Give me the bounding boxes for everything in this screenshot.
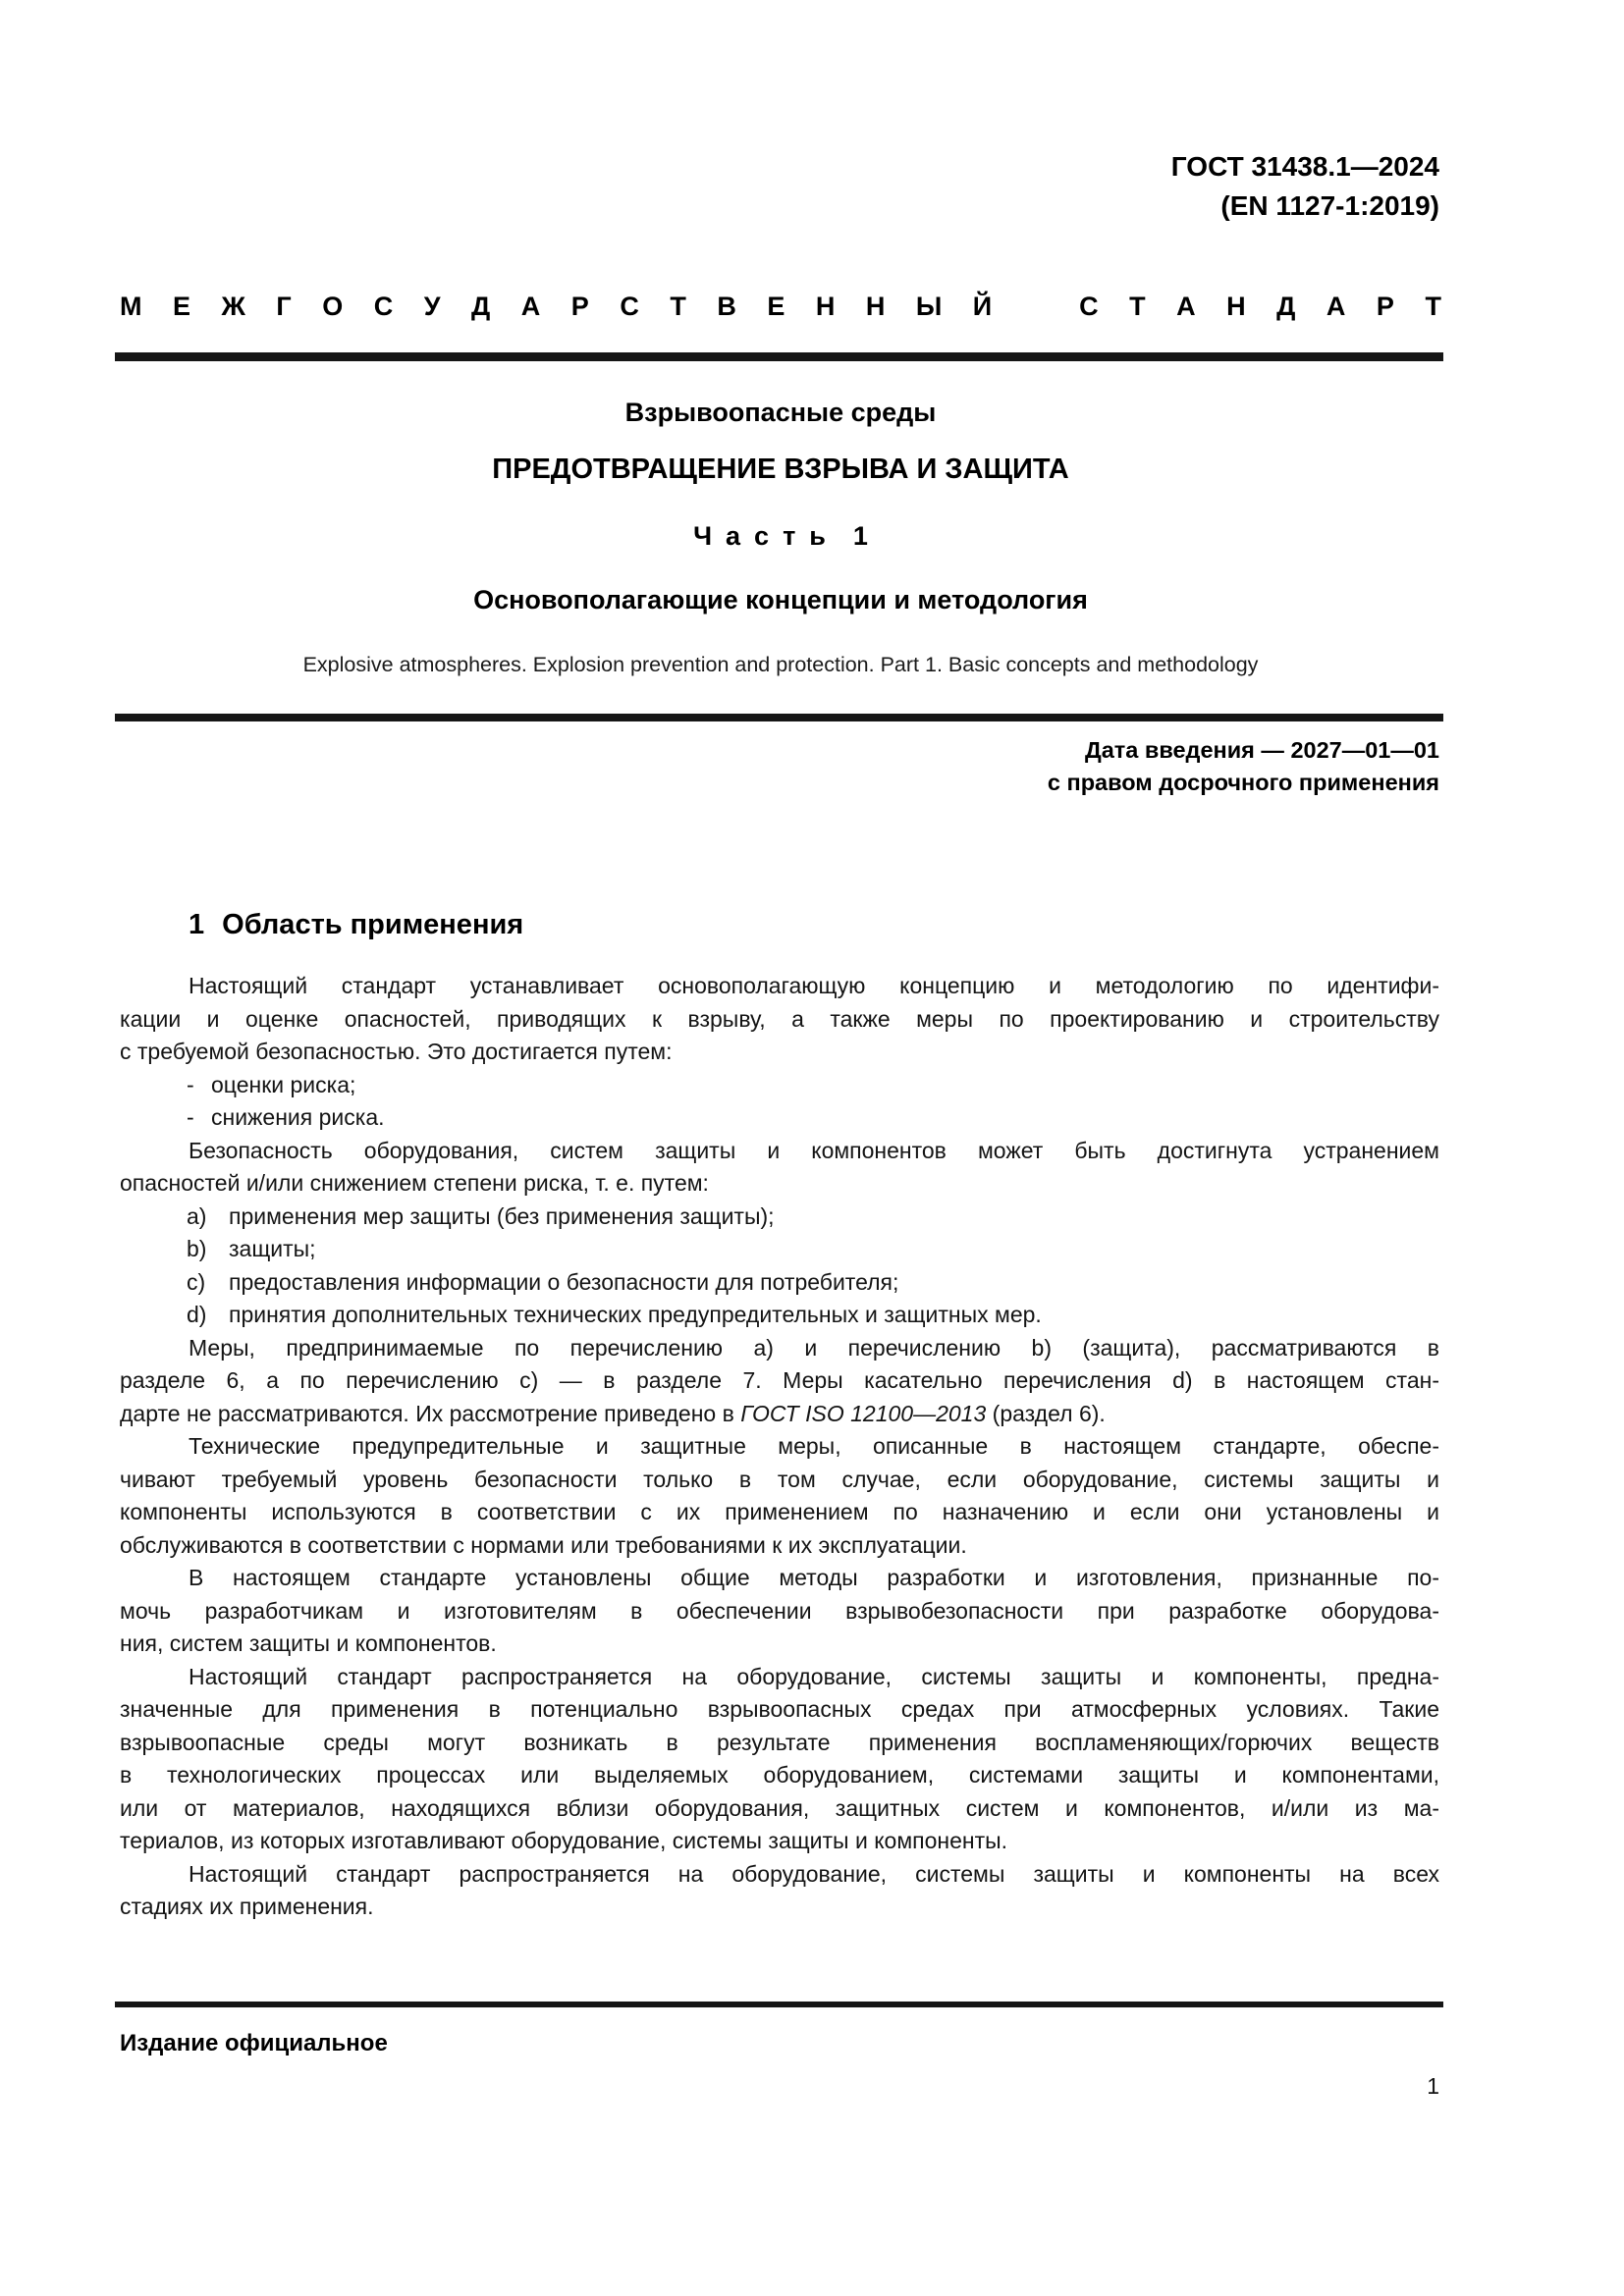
doc-number-block (1171, 147, 1439, 226)
effective-date-block (1048, 734, 1439, 799)
body-line: териалов, из которых изготавливают оборудование, системы защиты и компоненты. (120, 1828, 1008, 1853)
body-line: или от материалов, находящихся вблизи оборудования, защитных систем и компонентов, и/или из ма- (120, 1794, 1439, 1821)
banner-letter: Р (1376, 291, 1394, 321)
doc-number: ГОСТ 31438.1—2024 (1170, 151, 1439, 182)
banner-letter: Ы (915, 291, 943, 321)
banner-letter: Ж (221, 291, 245, 321)
body-line: Меры, предпринимаемые по перечислению a) и перечислению b) (защита), рассматриваются в (189, 1334, 1439, 1361)
banner-rule (115, 352, 1443, 361)
title-subtitle: Основополагающие концепции и методология (473, 585, 1088, 614)
body-line: Настоящий стандарт устанавливает основополагающую концепцию и методологию по идентифи- (189, 973, 1439, 998)
banner-letter: С (620, 291, 639, 321)
banner-letter: А (1176, 291, 1196, 321)
edition-note: Издание официальное (120, 2030, 388, 2056)
banner-letter: С (1079, 291, 1099, 321)
banner-letter: В (717, 291, 736, 321)
banner-letter: Н (1226, 291, 1246, 321)
body-line: стадиях их применения. (120, 1894, 374, 1919)
title-subject: Взрывоопасные среды (624, 398, 937, 427)
body-line: в технологических процессах или выделяемых оборудованием, системами защиты и компонентами, (120, 1762, 1439, 1788)
banner-letter: С (373, 291, 394, 321)
banner-letter: Е (173, 291, 191, 321)
body-line: a) применения мер защиты (без применения защиты); (187, 1201, 1439, 1234)
body-line: компоненты используются в соответствии с их применением по назначению и если они установлены и (120, 1499, 1439, 1524)
doc-number-en: (EN 1127-1:2019) (1220, 190, 1439, 221)
body-line: Технические предупредительные и защитные меры, описанные в настоящем стандарте, обеспе- (189, 1433, 1439, 1459)
header-rule (115, 714, 1443, 721)
banner-letter: Т (670, 291, 686, 321)
banner-letter: Д (1276, 291, 1296, 321)
body-line: с требуемой безопасностью. Это достигается путем: (120, 1039, 673, 1064)
section-number: 1 (189, 909, 205, 940)
list-marker: c) (187, 1268, 206, 1295)
body-line: обслуживаются в соответствии с нормами или требованиями к их эксплуатации. (120, 1531, 967, 1558)
banner-letter: М (120, 291, 142, 321)
body-line: мочь разработчикам и изготовителям в обеспечении взрывобезопасности при разработке оборудова- (120, 1597, 1439, 1624)
title-part (120, 519, 1441, 553)
standard-type-banner (120, 290, 1441, 323)
body-line: опасностей и/или снижением степени риска, т. е. путем: (120, 1170, 709, 1196)
body-text (120, 970, 1439, 1924)
early-application-note: с правом досрочного применения (1047, 770, 1439, 795)
banner-letter: Н (865, 291, 886, 321)
footer-rule (115, 2002, 1443, 2007)
body-line: чивают требуемый уровень безопасности только в том случае, если оборудование, системы защиты и (120, 1466, 1439, 1492)
banner-letter: Д (471, 291, 491, 321)
list-marker: - (187, 1071, 194, 1097)
banner-letter: Г (276, 291, 292, 321)
body-line: значенные для применения в потенциально взрывоопасных средах при атмосферных условиях. Такие (120, 1696, 1439, 1722)
banner-letter: Т (1129, 291, 1146, 321)
banner-letter: А (1326, 291, 1346, 321)
body-line: Безопасность оборудования, систем защиты и компонентов может быть достигнута устранением (189, 1137, 1439, 1163)
text-run: (раздел 6). (986, 1400, 1106, 1426)
list-marker: a) (187, 1202, 207, 1229)
reference-italic: ГОСТ ISO 12100—2013 (740, 1400, 987, 1426)
list-marker: - (187, 1104, 194, 1130)
page-number: 1 (1427, 2073, 1439, 2099)
text-run: дарте не рассматриваются. Их рассмотрение приведено в (120, 1400, 741, 1426)
title-english: Explosive atmospheres. Explosion prevention and protection. Part 1. Basic concepts and methodology (302, 653, 1259, 676)
body-line: Настоящий стандарт распространяется на оборудование, системы защиты и компоненты, предна- (189, 1663, 1439, 1689)
body-line: ния, систем защиты и компонентов. (120, 1630, 497, 1656)
part-number: 1 (852, 521, 868, 551)
body-line: взрывоопасные среды могут возникать в результате применения воспламеняющих/горючих веществ (120, 1729, 1439, 1755)
list-marker: b) (187, 1236, 207, 1261)
banner-letter: Н (815, 291, 836, 321)
body-line (120, 1398, 1439, 1431)
body-line: кации и оценке опасностей, приводящих к взрыву, а также меры по проектированию и строительству (120, 1005, 1439, 1032)
banner-letter: Й (972, 291, 993, 321)
banner-letter: А (520, 291, 541, 321)
part-label: Часть (693, 521, 839, 551)
section-heading (189, 909, 523, 941)
body-line: b) защиты; (187, 1233, 1439, 1266)
body-line: - снижения риска. (187, 1101, 1439, 1135)
body-line: Настоящий стандарт распространяется на оборудование, системы защиты и компоненты на всех (189, 1860, 1439, 1887)
body-line: d) принятия дополнительных технических предупредительных и защитных мер. (187, 1299, 1439, 1332)
banner-letter: Р (570, 291, 589, 321)
banner-letter: Е (767, 291, 785, 321)
section-title: Область применения (222, 909, 524, 940)
banner-letter: О (322, 291, 344, 321)
banner-letter: Т (1425, 291, 1441, 321)
body-line: разделе 6, а по перечислению c) — в разделе 7. Меры касательно перечисления d) в настоящем стан- (120, 1367, 1439, 1393)
banner-letter: У (423, 291, 441, 321)
body-line: - оценки риска; (187, 1069, 1439, 1102)
effective-date: Дата введения — 2027—01—01 (1084, 737, 1439, 763)
body-line: В настоящем стандарте установлены общие методы разработки и изготовления, признанные по- (189, 1565, 1439, 1590)
list-marker: d) (187, 1302, 207, 1327)
body-line: c) предоставления информации о безопасности для потребителя; (187, 1266, 1439, 1300)
title-main: ПРЕДОТВРАЩЕНИЕ ВЗРЫВА И ЗАЩИТА (492, 454, 1069, 485)
